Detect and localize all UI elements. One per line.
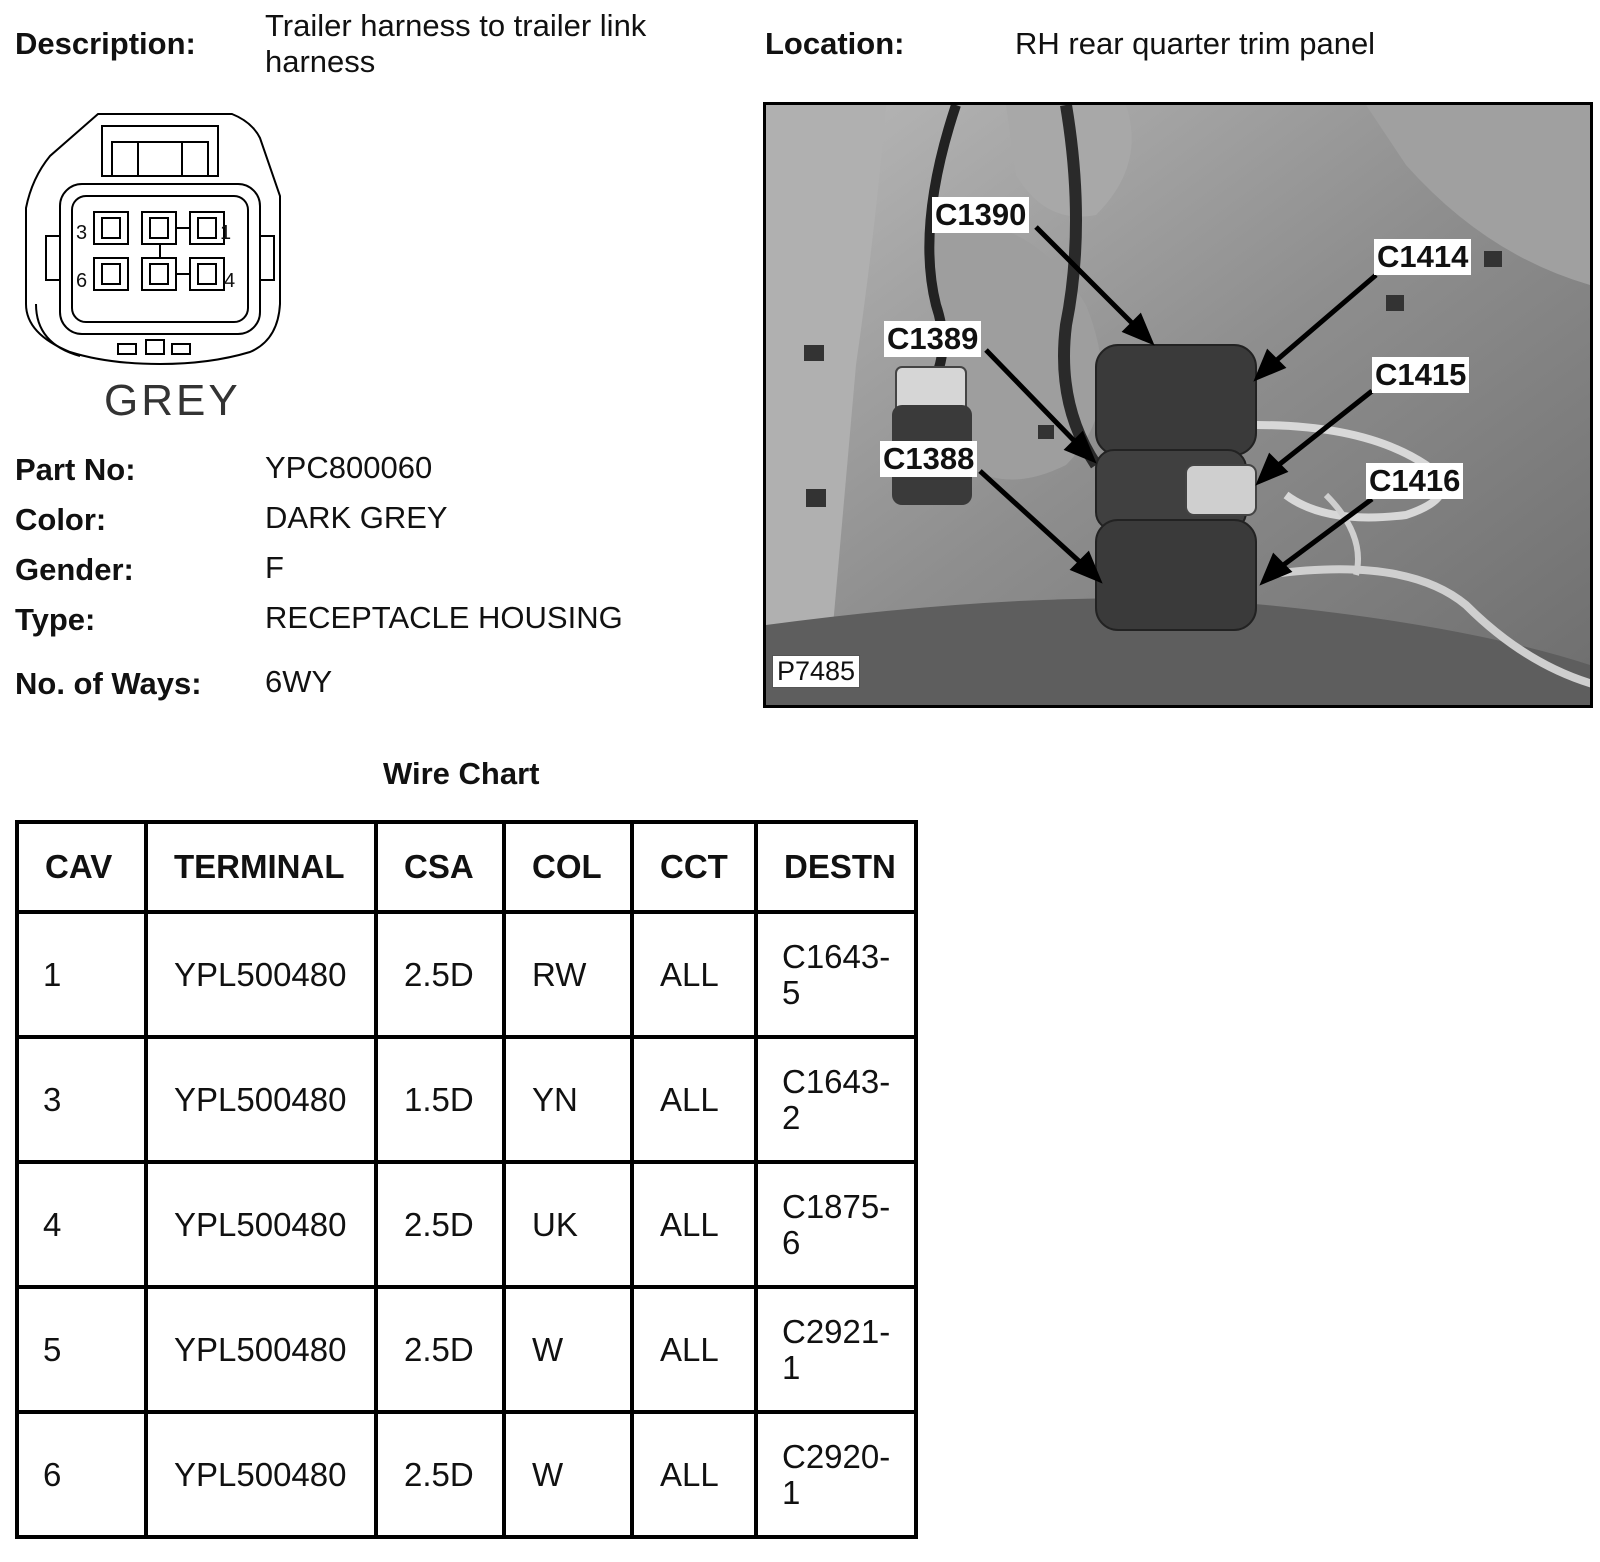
destn-cell (756, 912, 916, 1037)
cav-cell: 6 (17, 1412, 146, 1537)
csa-cell: 2.5D (376, 1412, 504, 1537)
location-value: RH rear quarter trim panel (1015, 26, 1376, 61)
column-header-terminal: TERMINAL (146, 822, 376, 912)
part-no-value: YPC800060 (265, 450, 433, 485)
no-of-ways-value: 6WY (265, 664, 333, 699)
cct-cell: ALL (632, 1287, 756, 1412)
connector-color-caption: GREY (104, 376, 241, 425)
cav-cell: 3 (17, 1037, 146, 1162)
table-row (17, 1412, 916, 1537)
destn-line-2: 6 (782, 1223, 801, 1261)
cct-cell: ALL (632, 912, 756, 1037)
pin-number-6: 6 (76, 270, 88, 292)
location-label: Location: (765, 26, 905, 61)
type-label: Type: (15, 602, 96, 637)
location-photo (763, 102, 1593, 708)
table-row (17, 1037, 916, 1162)
no-of-ways-label: No. of Ways: (15, 666, 202, 701)
callout-c1390: C1390 (932, 197, 1029, 233)
destn-line-2: 1 (782, 1348, 801, 1386)
callout-c1415: C1415 (1372, 357, 1469, 393)
column-header-cct: CCT (632, 822, 756, 912)
destn-cell (756, 1287, 916, 1412)
destn-cell (756, 1412, 916, 1537)
cav-cell: 5 (17, 1287, 146, 1412)
column-header-destn: DESTN (756, 822, 916, 912)
csa-cell: 2.5D (376, 1162, 504, 1287)
description-line-1: Trailer harness to trailer link (265, 8, 647, 43)
photo-reference: P7485 (772, 655, 860, 688)
cct-cell: ALL (632, 1412, 756, 1537)
type-value: RECEPTACLE HOUSING (265, 600, 623, 635)
callout-c1389: C1389 (884, 321, 981, 357)
col-cell: RW (504, 912, 632, 1037)
column-header-col: COL (504, 822, 632, 912)
destn-line-1: C2920- (782, 1437, 891, 1475)
col-cell: UK (504, 1162, 632, 1287)
part-no-label: Part No: (15, 452, 136, 487)
destn-line-1: C2921- (782, 1312, 891, 1350)
destn-line-2: 2 (782, 1098, 801, 1136)
location-photo-illustration (766, 105, 1590, 705)
description-value (265, 8, 646, 80)
gender-value: F (265, 550, 284, 585)
callout-c1388: C1388 (880, 441, 977, 477)
wire-chart-table (15, 820, 918, 1539)
terminal-cell: YPL500480 (146, 1037, 376, 1162)
table-row (17, 912, 916, 1037)
destn-line-1: C1643- (782, 937, 891, 975)
terminal-cell: YPL500480 (146, 912, 376, 1037)
description-label: Description: (15, 26, 196, 61)
csa-cell: 2.5D (376, 912, 504, 1037)
csa-cell: 2.5D (376, 1287, 504, 1412)
cct-cell: ALL (632, 1162, 756, 1287)
column-header-csa: CSA (376, 822, 504, 912)
cav-cell: 1 (17, 912, 146, 1037)
cav-cell: 4 (17, 1162, 146, 1287)
destn-cell (756, 1037, 916, 1162)
terminal-cell: YPL500480 (146, 1412, 376, 1537)
col-cell: W (504, 1287, 632, 1412)
gender-label: Gender: (15, 552, 134, 587)
table-header-row (17, 822, 916, 912)
color-label: Color: (15, 502, 107, 537)
destn-line-2: 5 (782, 973, 801, 1011)
destn-line-1: C1875- (782, 1187, 891, 1225)
wire-chart-title: Wire Chart (383, 756, 540, 791)
terminal-cell: YPL500480 (146, 1287, 376, 1412)
col-cell: W (504, 1412, 632, 1537)
description-line-2: harness (265, 44, 376, 79)
col-cell: YN (504, 1037, 632, 1162)
column-header-cav: CAV (17, 822, 146, 912)
destn-line-2: 1 (782, 1473, 801, 1511)
cct-cell: ALL (632, 1037, 756, 1162)
callout-c1414: C1414 (1374, 239, 1471, 275)
pin-number-1: 1 (220, 222, 232, 244)
table-row (17, 1287, 916, 1412)
destn-cell (756, 1162, 916, 1287)
pin-number-4: 4 (224, 270, 236, 292)
destn-line-1: C1643- (782, 1062, 891, 1100)
terminal-cell: YPL500480 (146, 1162, 376, 1287)
pin-number-3: 3 (76, 222, 88, 244)
callout-c1416: C1416 (1366, 463, 1463, 499)
csa-cell: 1.5D (376, 1037, 504, 1162)
table-row (17, 1162, 916, 1287)
color-value: DARK GREY (265, 500, 448, 535)
